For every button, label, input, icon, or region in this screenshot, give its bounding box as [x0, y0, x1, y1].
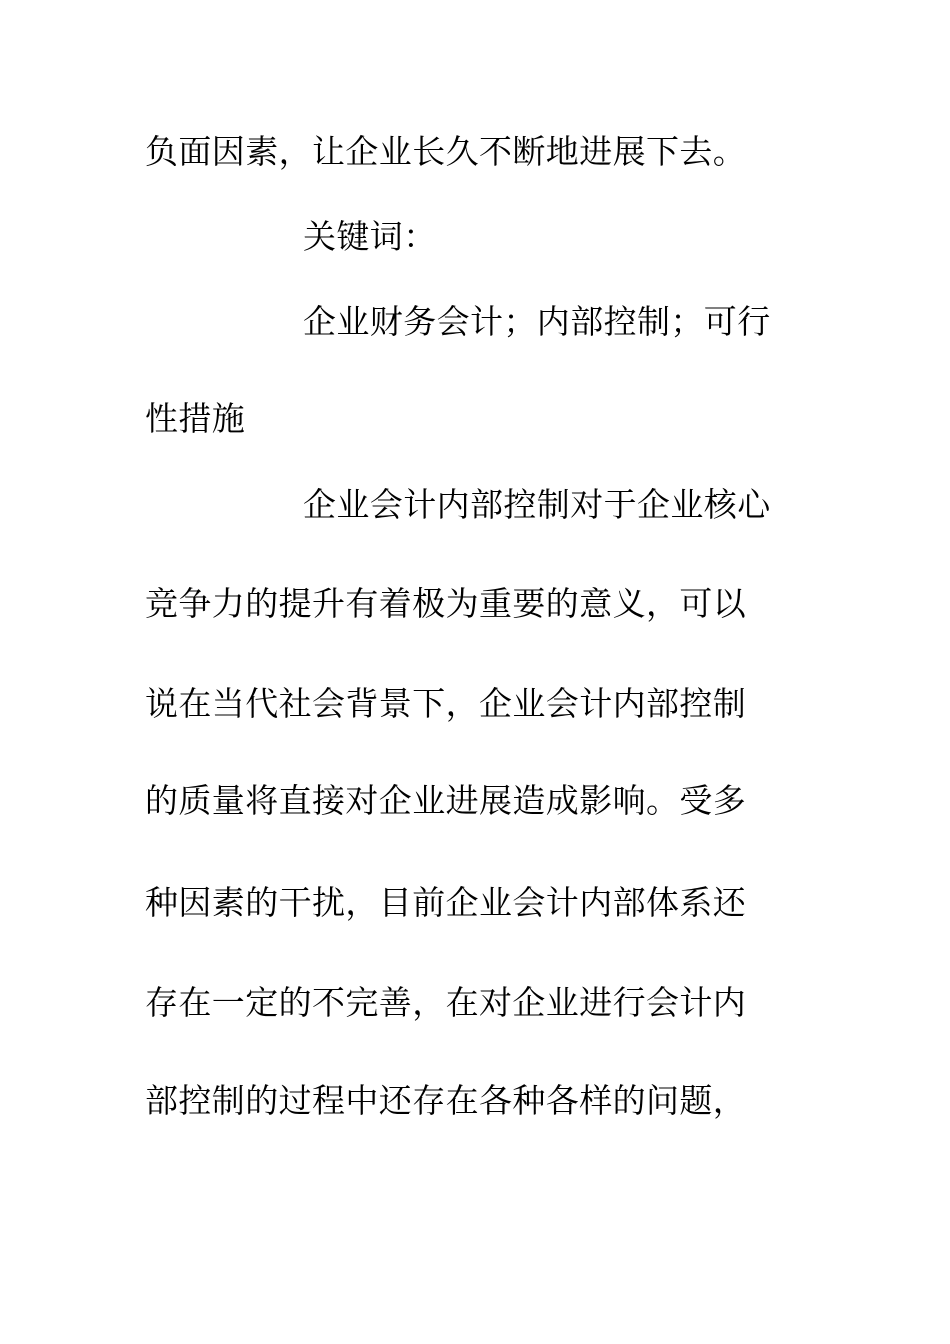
paragraph-continuation: 负面因素，让企业长久不断地进展下去。	[145, 132, 747, 171]
keywords-label: 关键词：	[303, 217, 437, 256]
body-line: 说在当代社会背景下，企业会计内部控制	[145, 684, 747, 723]
body-line: 企业会计内部控制对于企业核心	[303, 485, 771, 524]
keywords-line-continued: 性措施	[145, 399, 246, 438]
body-line: 存在一定的不完善，在对企业进行会计内	[145, 983, 747, 1022]
keywords-line: 企业财务会计；内部控制；可行	[303, 302, 771, 341]
body-line: 竞争力的提升有着极为重要的意义，可以	[145, 584, 747, 623]
body-line: 种因素的干扰，目前企业会计内部体系还	[145, 883, 747, 922]
body-line: 的质量将直接对企业进展造成影响。受多	[145, 781, 747, 820]
body-line: 部控制的过程中还存在各种各样的问题，	[145, 1081, 747, 1120]
